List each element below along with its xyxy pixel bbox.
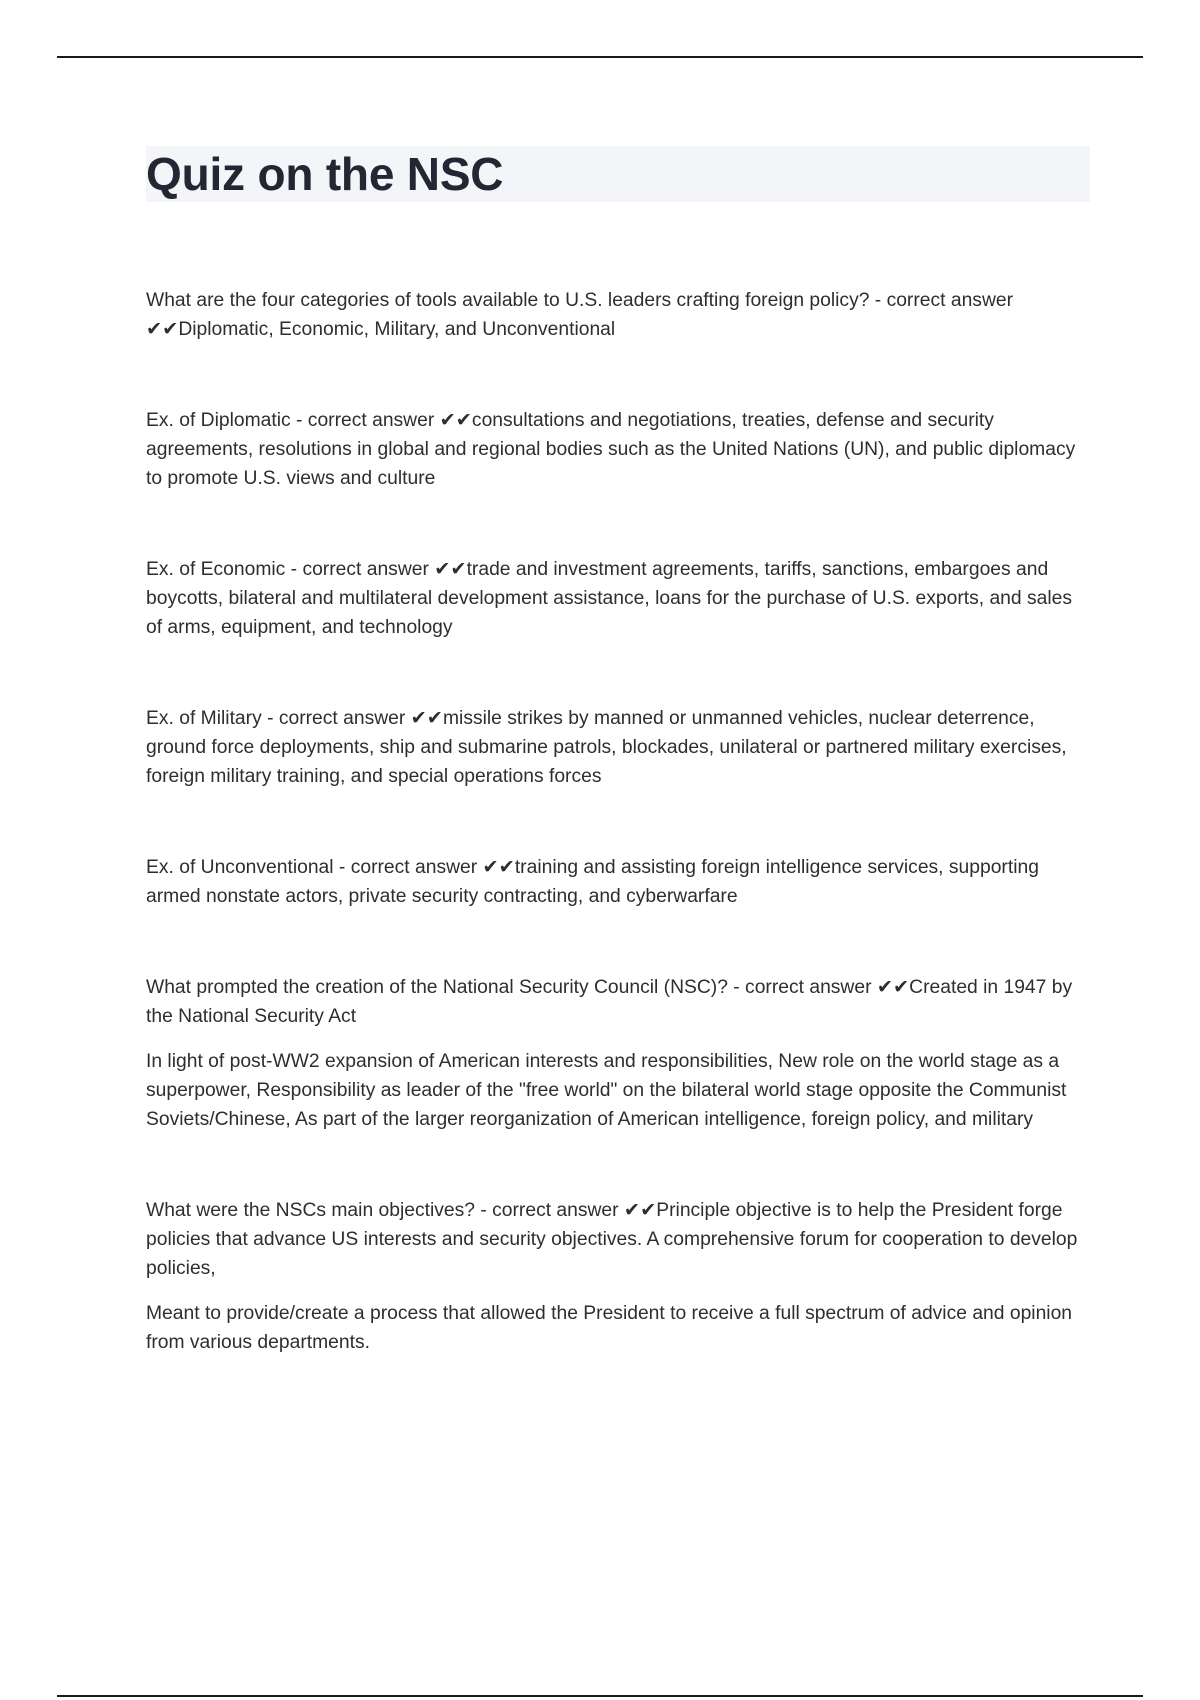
qa-item [146,1196,1090,1357]
answer-separator: - correct answer ✔✔ [333,857,515,878]
qa-text [146,555,1090,642]
answer-continuation: In light of post-WW2 expansion of American interests and responsibilities, New role on the world stage as a superpower, Responsibility as leader of the "free world" on the bilateral world stage opposite the Communist Soviets/Chinese, As part of the larger reorganization of American intelligence, foreign policy, and military [146,1051,1067,1130]
question: Ex. of Unconventional [146,857,334,878]
qa-item [146,406,1090,493]
question: What prompted the creation of the National Security Council (NSC)? [146,977,728,998]
qa-text [146,704,1090,791]
qa-text [146,973,1090,1031]
qa-text [146,1196,1090,1283]
answer: missile strikes by manned or unmanned vehicles, nuclear deterrence, ground force deployments, ship and submarine patrols, blockades, unilateral or partnered military exercises, foreign military training, and special operations forces [146,708,1067,787]
answer-separator: - correct answer ✔✔ [727,977,910,998]
answer: Principle objective is to help the President forge policies that advance US interests and security objectives. A comprehensive forum for cooperation to develop policies, [146,1200,1078,1279]
qa-item [146,555,1090,642]
qa-text [146,853,1090,911]
answer: trade and investment agreements, tariffs, sanctions, embargoes and boycotts, bilateral and multilateral development assistance, loans for the purchase of U.S. exports, and sales of arms, equipment, and technology [146,559,1072,638]
answer: consultations and negotiations, treaties, defense and security agreements, resolutions in global and regional bodies such as the United Nations (UN), and public diplomacy to promote U.S. views and culture [146,410,1076,489]
answer: Diplomatic, Economic, Military, and Unconventional [178,319,616,340]
page-title: Quiz on the NSC [146,148,504,200]
question: What were the NSCs main objectives? [146,1200,475,1221]
qa-item [146,973,1090,1134]
question: What are the four categories of tools available to U.S. leaders crafting foreign policy? [146,290,870,311]
question: Ex. of Diplomatic [146,410,291,431]
question: Ex. of Economic [146,559,286,580]
question: Ex. of Military [146,708,262,729]
answer-separator: - correct answer ✔✔ [146,290,1014,340]
qa-item [146,704,1090,791]
qa-item [146,286,1090,344]
bottom-rule [57,1695,1143,1697]
answer: training and assisting foreign intelligence services, supporting armed nonstate actors, private security contracting, and cyberwarfare [146,857,1039,907]
document-body [146,146,1090,1419]
qa-text [146,286,1090,344]
qa-text [146,406,1090,493]
answer: Created in 1947 by the National Security Act [146,977,1073,1027]
answer-separator: - correct answer ✔✔ [285,559,467,580]
title-box [146,146,1090,202]
answer-continuation: Meant to provide/create a process that allowed the President to receive a full spectrum of advice and opinion from various departments. [146,1303,1073,1353]
answer-separator: - correct answer ✔✔ [290,410,472,431]
qa-item [146,853,1090,911]
answer-separator: - correct answer ✔✔ [475,1200,657,1221]
answer-separator: - correct answer ✔✔ [261,708,443,729]
top-rule [57,56,1143,58]
